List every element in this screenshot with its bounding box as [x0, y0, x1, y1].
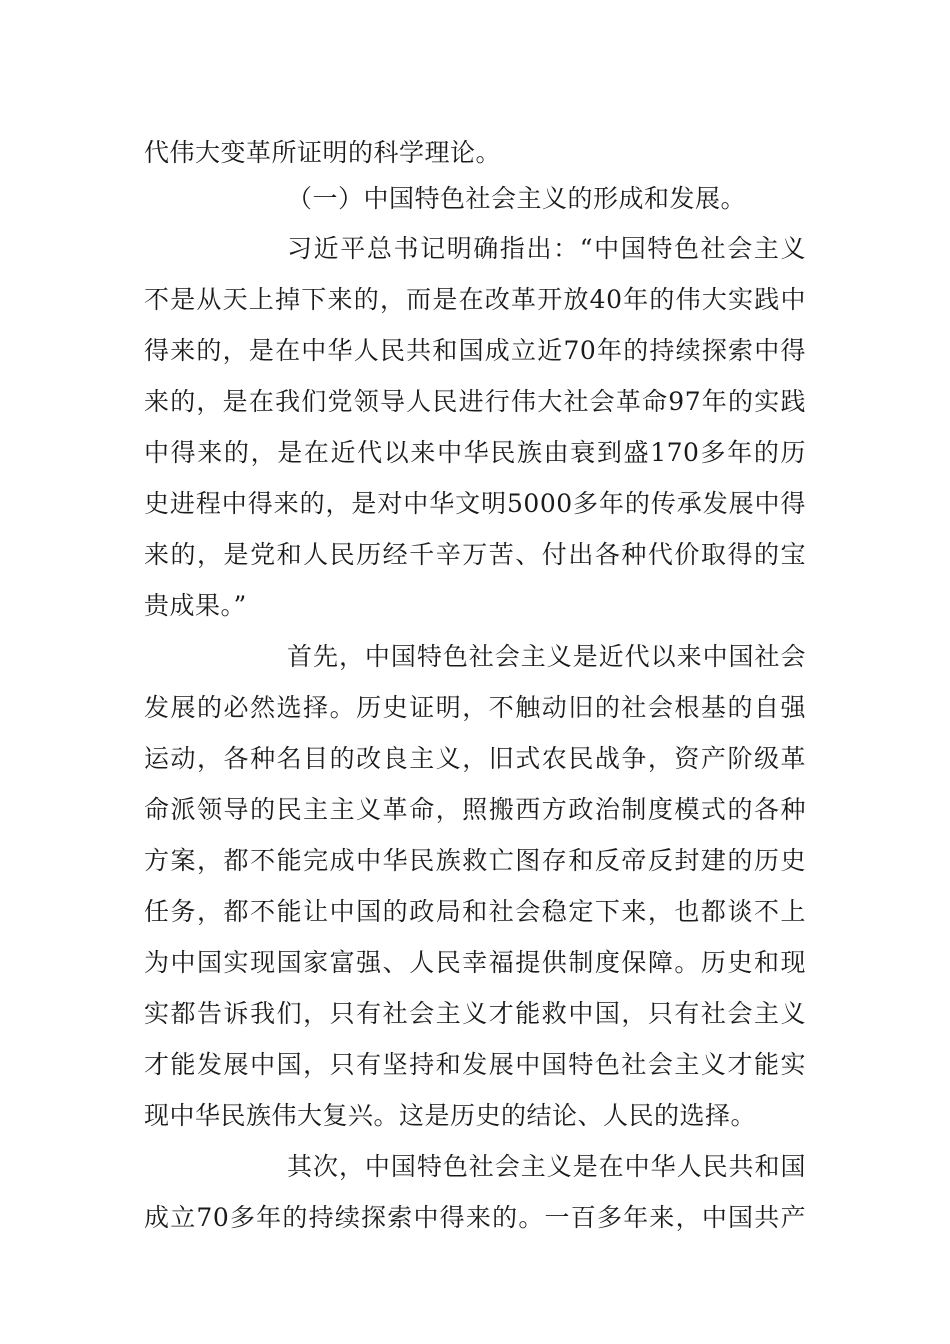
text-line-5: 得来的，是在中华人民共和国成立近70年的持续探索中得: [144, 336, 806, 365]
text-line-15: 方案，都不能完成中华民族救亡图存和反帝反封建的历史: [144, 846, 806, 875]
text-line-4: 不是从天上掉下来的，而是在改革开放40年的伟大实践中: [144, 285, 806, 314]
text-line-20: 现中华民族伟大复兴。这是历史的结论、人民的选择。: [144, 1101, 757, 1130]
text-line-9: 来的，是党和人民历经千辛万苦、付出各种代价取得的宝: [144, 540, 806, 569]
section-heading: （一）中国特色社会主义的形成和发展。: [287, 184, 747, 213]
text-line-19: 才能发展中国，只有坚持和发展中国特色社会主义才能实: [144, 1050, 806, 1079]
text-line-14: 命派领导的民主主义革命，照搬西方政治制度模式的各种: [144, 795, 806, 824]
text-line-18: 实都告诉我们，只有社会主义才能救中国，只有社会主义: [144, 999, 806, 1028]
text-line-8: 史进程中得来的，是对中华文明5000多年的传承发展中得: [144, 489, 806, 518]
text-line-10: 贵成果。”: [144, 591, 247, 620]
text-line-6: 来的，是在我们党领导人民进行伟大社会革命97年的实践: [144, 387, 806, 416]
text-line-21: 其次，中国特色社会主义是在中华人民共和国: [287, 1152, 806, 1181]
text-line-22: 成立70多年的持续探索中得来的。一百多年来，中国共产: [144, 1203, 806, 1232]
text-line-11: 首先，中国特色社会主义是近代以来中国社会: [287, 642, 806, 671]
text-line-12: 发展的必然选择。历史证明，不触动旧的社会根基的自强: [144, 693, 806, 722]
text-line-7: 中得来的，是在近代以来中华民族由衰到盛170多年的历: [144, 438, 806, 467]
text-line-1: 代伟大变革所证明的科学理论。: [144, 138, 502, 167]
text-line-3: 习近平总书记明确指出：“中国特色社会主义: [287, 234, 806, 263]
text-line-16: 任务，都不能让中国的政局和社会稳定下来，也都谈不上: [144, 897, 806, 926]
text-line-17: 为中国实现国家富强、人民幸福提供制度保障。历史和现: [144, 948, 806, 977]
text-line-13: 运动，各种名目的改良主义，旧式农民战争，资产阶级革: [144, 744, 806, 773]
